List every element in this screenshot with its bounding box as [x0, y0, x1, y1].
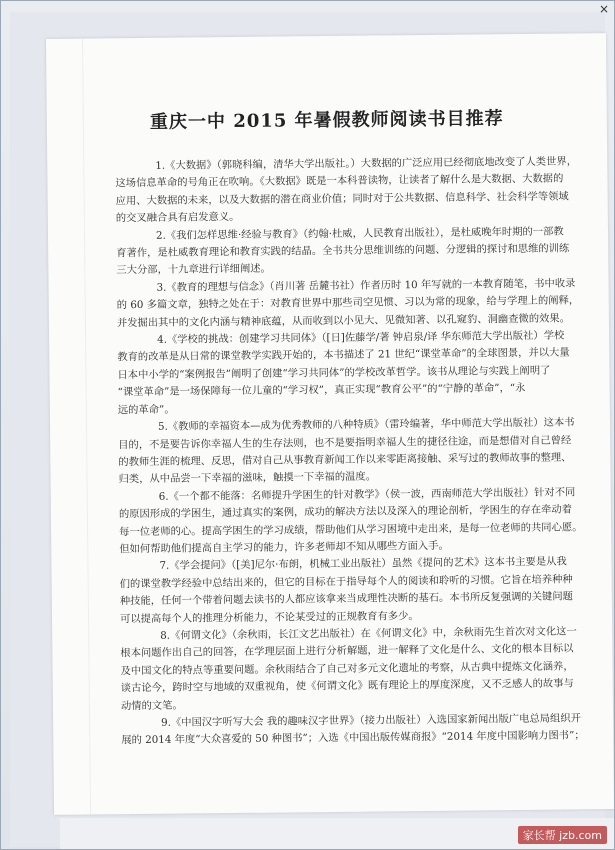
text-line: 应用、大数据的未来，以及大数据的潜在商业价值；同时对于公共数据、信息科学、社会科学等领域 — [115, 190, 569, 208]
text-line: 目的，不是要告诉你幸福人生的生存法则，也不是要指明幸福人生的捷径往途，而是想借对自己曾经 — [118, 433, 572, 451]
book-entry — [119, 554, 600, 629]
text-line: 的交叉融合具有启发意义。 — [115, 211, 240, 225]
book-entry — [116, 275, 597, 332]
text-line: 并发掘出其中的文化内涵与精神底蕴，从而收到以小见大、见微知著、以孔窥豹、洞幽查微的效果。 — [116, 312, 571, 329]
text-line: 动情的文笔。 — [120, 699, 183, 712]
book-entry — [117, 327, 598, 419]
text-line: 但如何帮助他们提高自主学习的能力，许多老师却不知从哪些方面入手。 — [119, 539, 449, 556]
text-line: 的原因形成的学困生，通过真实的案例，成功的解决方法以及深入的理论剖析，学困生的存在牵动着 — [118, 503, 573, 521]
book-entry — [118, 414, 599, 489]
text-line: 归类，从中品尝一下幸福的滋味，触摸一下幸福的温度。 — [118, 470, 377, 486]
text-line: 9.《中国汉字听写大会 我的趣味汉字世界》（接力出版社）入选国家新闻出版广电总局组织开 — [161, 712, 581, 729]
text-line: 可以提高每个人的推理分析能力，不论某受过的正规教育有多少。 — [119, 609, 419, 625]
book-entry — [119, 484, 600, 559]
book-entry — [120, 623, 601, 715]
document-body — [115, 153, 601, 750]
text-line: 的 60 多篇文章，独特之处在于：对教育世界中那些司空见惯、习以为常的现象，给与学理上的阐释， — [116, 294, 580, 312]
book-entry — [116, 223, 597, 280]
text-line: 日本中小学的“案例报告”阐明了创建“学习共同体”的学校改革哲学。该书从理论与实践上阐明了 — [117, 364, 551, 382]
text-line: 6.《一个都不能落：名师提升学困生的针对教学》（侯一波，西南师范大学出版社）针对不同 — [158, 486, 576, 503]
text-line: 4.《学校的挑战：创建学习共同体》（[日]佐藤学/著 钟启泉/译 华东师范大学出版社）学校 — [157, 329, 565, 346]
close-icon[interactable]: × — [598, 2, 610, 16]
text-line: 们的课堂教学经验中总结出来的，但它的目标在于指导每个人的阅读和聆听的习惯。它旨在培养种种 — [119, 573, 573, 590]
book-entry — [115, 153, 596, 228]
text-line: 每一位老师的心。提高学困生的学习成绩，帮助他们从学习困境中走出来，是每一位老师的共同心愿。 — [119, 520, 583, 538]
text-line: “课堂革命”是一场保障每一位儿童的“学习权”，真正实现“教育公平”的“宁静的革命”，“永 — [117, 382, 526, 399]
watermark-logo: 家长帮 jzb.com — [518, 826, 607, 844]
text-line: 根本问题作出自己的回答，在学理层面上进行分析解题，进一解释了文化是什么、文化的根本目标以 — [120, 642, 574, 660]
text-line: 三大分部，十九章进行详细阐述。 — [116, 263, 271, 277]
text-line: 8.《何谓文化》（余秋雨，长江文艺出版社）在《何谓文化》中，余秋雨先生首次对文化这一 — [160, 625, 577, 642]
text-line: 3.《教育的理想与信念》（肖川著 岳麓书社）作者历时 10 年写就的一本教育随笔，书中收录 — [156, 277, 576, 294]
paper-fold-line — [82, 39, 91, 815]
text-line: 教育的改革是从日常的课堂教学实践开始的，本书描述了 21 世纪“课堂革命”的全球图景，并以大量 — [117, 346, 570, 364]
text-line: 2.《我们怎样思维·经验与教育》（约翰·杜威，人民教育出版社），是杜威晚年时期的一部教 — [155, 225, 564, 242]
text-line: 5.《教师的幸福资本—成为优秀教师的八种特质》（雷玲编著，华中师范大学出版社）这本书 — [157, 416, 575, 433]
text-line: 这场信息革命的号角正在吹响。《大数据》既是一本科普读物，让读者了解什么是大数据、大数据的 — [115, 172, 564, 190]
text-line: 谈古论今，跨时空与地域的双重视角，使《何谓文化》既有理论上的厚度深度，又不乏感人的故事与 — [120, 677, 574, 695]
text-line: 种技能，任何一个带着问题去读书的人都应该拿来当成理性决断的基石。本书所反复强调的关键问题 — [119, 590, 573, 608]
text-line: 及中国文化的特点等重要问题。余秋雨结合了自己对多元文化遗址的考察，从古典中提炼文化涵养， — [120, 660, 574, 677]
page-title: 重庆一中 2015 年暑假教师阅读书目推荐 — [149, 108, 504, 133]
text-line: 展的 2014 年度“大众喜爱的 50 种图书”；入选《中国出版传媒商报》“2014 年度中国影响力图书”； — [121, 729, 585, 747]
text-line: 的教师生涯的梳理、反思，借对自己从事教育新闻工作以来零距离接触、采写过的教师故事的整理、 — [118, 451, 572, 469]
text-line: 7.《学会提问》（[美]尼尔·布朗，机械工业出版社）虽然《提问的艺术》这本书主要是从我 — [159, 555, 567, 573]
book-entry — [121, 710, 601, 750]
text-line: 远的革命”。 — [117, 403, 175, 416]
text-line: 育著作，是杜威教育理论和教育实践的结晶。全书共分思维训练的问题、分逻辑的探讨和思维的训练 — [116, 242, 570, 260]
document-page — [46, 33, 614, 815]
text-line: 1.《大数据》（郭晓科编，清华大学出版社。）大数据的广泛应用已经彻底地改变了人类世界， — [155, 155, 578, 172]
